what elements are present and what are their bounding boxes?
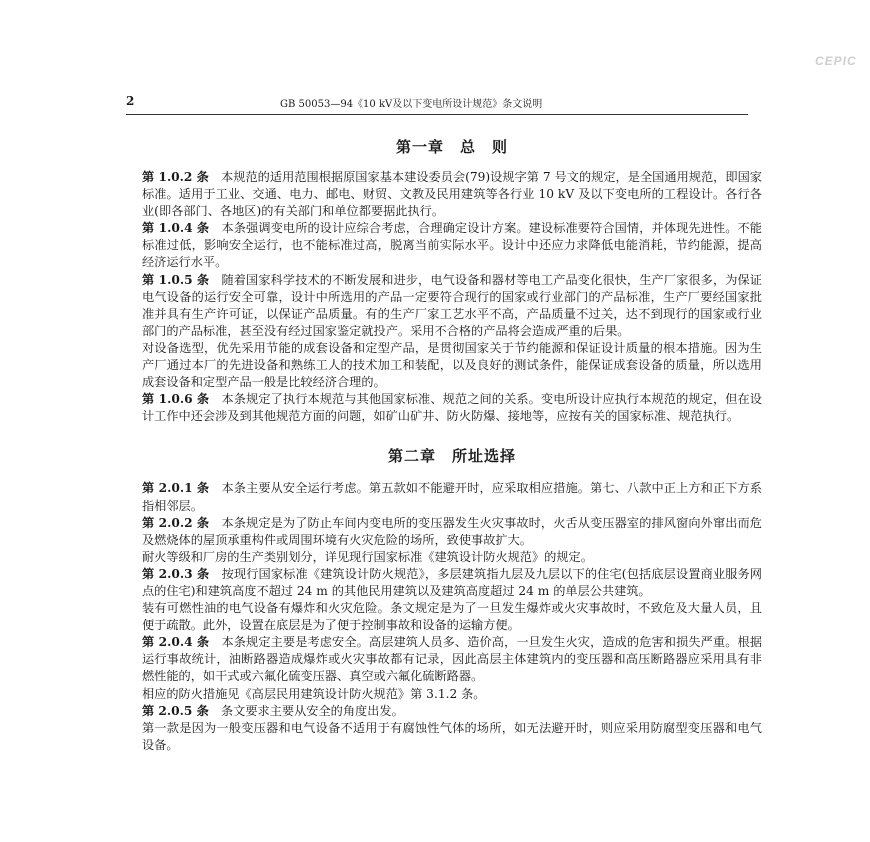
continuation-paragraph bbox=[142, 686, 762, 703]
continuation-paragraph bbox=[142, 720, 762, 754]
article-paragraph bbox=[142, 272, 762, 340]
article-number: 第 1.0.2 条 bbox=[142, 170, 209, 184]
paragraph-text: 对设备选型，优先采用节能的成套设备和定型产品，是贯彻国家关于节约能源和保证设计质量的根本措施。因为生产厂通过本厂的先进设备和熟练工人的技术加工和装配，以及良好的测试条件，能保证成套设备的质量，所以选用成套设备和定型产品一般是比较经济合理的。 bbox=[142, 340, 762, 390]
article-text: 按现行国家标准《建筑设计防火规范》，多层建筑指九层及九层以下的住宅(包括底层设置商业服务网点的住宅)和建筑高度不超过 24 m 的其他民用建筑以及建筑高度超过 24 m 的单层公共建筑。 bbox=[142, 566, 762, 598]
article-paragraph bbox=[142, 220, 762, 271]
article-paragraph bbox=[142, 634, 762, 685]
chapter-title: 第二章 所址选择 bbox=[387, 447, 516, 466]
article-text: 本条规定是为了防止车间内变电所的变压器发生火灾事故时，火舌从变压器室的排风窗向外窜出而危及燃烧体的屋顶承重构件或周围环境有火灾危险的场所，致使事故扩大。 bbox=[142, 515, 762, 547]
article-text: 条文要求主要从安全的角度出发。 bbox=[208, 703, 404, 718]
article-text: 本条强调变电所的设计应综合考虑，合理确定设计方案。建设标准要符合国情，并体现先进性。不能标准过低，影响安全运行，也不能标准过高，脱离当前实际水平。设计中还应力求降低电能消耗，节约能源，提高经济运行水平。 bbox=[142, 221, 762, 270]
paragraph-text: 耐火等级和厂房的生产类别划分，详见现行国家标准《建筑设计防火规范》的规定。 bbox=[142, 549, 593, 564]
article-text: 本条主要从安全运行考虑。第五款如不能避开时，应采取相应措施。第七、八款中正上方和正下方系指相邻层。 bbox=[142, 481, 762, 513]
chapter-title: 第一章 总 则 bbox=[395, 138, 508, 156]
running-header: GB 50053—94《10 kV及以下变电所设计规范》条文说明 bbox=[280, 99, 543, 110]
article-text: 本条规定主要是考虑安全。高层建筑人员多、造价高，一旦发生火灾，造成的危害和损失严重。根据运行事故统计，油断路器造成爆炸或火灾事故都有记录，因此高层主体建筑内的变压器和高压断路器应采用具有非燃性能的，如干式或六氟化硫变压器、真空或六氟化硫断路器。 bbox=[142, 635, 762, 684]
article-number: 第 1.0.4 条 bbox=[142, 221, 210, 236]
continuation-paragraph bbox=[142, 340, 762, 391]
header-rule bbox=[126, 114, 748, 115]
page-number: 2 bbox=[126, 94, 135, 108]
article-number: 第 2.0.5 条 bbox=[142, 703, 209, 718]
article-number: 第 2.0.4 条 bbox=[142, 635, 210, 650]
article-paragraph bbox=[142, 391, 762, 425]
article-paragraph bbox=[142, 480, 762, 514]
article-paragraph bbox=[142, 515, 762, 549]
article-text: 本条规定了执行本规范与其他国家标准、规范之间的关系。变电所设计应执行本规范的规定，但在设计工作中还会涉及到其他规范方面的问题，如矿山矿井、防火防爆、接地等，应按有关的国家标准、规范执行。 bbox=[142, 392, 762, 424]
paragraph-text: 第一款是因为一般变压器和电气设备不适用于有腐蚀性气体的场所，如无法避开时，则应采用防腐型变压器和电气设备。 bbox=[142, 720, 762, 752]
article-number: 第 2.0.2 条 bbox=[142, 515, 210, 530]
article-number: 第 2.0.3 条 bbox=[142, 566, 210, 581]
paragraph-text: 相应的防火措施见《高层民用建筑设计防火规范》第 3.1.2 条。 bbox=[142, 686, 486, 701]
paragraph-text: 装有可燃性油的电气设备有爆炸和火灾危险。条文规定是为了一旦发生爆炸或火灾事故时，不致危及大量人员，且便于疏散。此外，设置在底层是为了便于控制事故和设备的运输方便。 bbox=[142, 601, 762, 633]
article-paragraph bbox=[142, 566, 762, 600]
article-number: 第 1.0.6 条 bbox=[142, 392, 210, 407]
article-paragraph bbox=[142, 703, 762, 720]
article-paragraph bbox=[142, 169, 762, 220]
article-text: 随着国家科学技术的不断发展和进步，电气设备和器材等电工产品变化很快，生产厂家很多，为保证电气设备的运行安全可靠，设计中所选用的产品一定要符合现行的国家或行业部门的产品标准，生产厂要经国家批准并具有生产许可证，以保证产品质量。有的生产厂家工艺水平不高，产品质量不过关，达不到现行的国家或行业部门的产品标准，甚至没有经过国家鉴定就投产。采用不合格的产品将会造成严重的后果。 bbox=[142, 272, 762, 338]
continuation-paragraph bbox=[142, 600, 762, 634]
article-text: 本规范的适用范围根据原国家基本建设委员会(79)设规字第 7 号文的规定，是全国通用规范，即国家标准。适用于工业、交通、电力、邮电、财贸、文教及民用建筑等各行业 10 kV 及以下变电所的工程设计。各行各业(即各部门、各地区)的有关部门和单位都要据此执行。 bbox=[142, 170, 762, 219]
page-body bbox=[142, 128, 762, 754]
continuation-paragraph bbox=[142, 549, 762, 566]
article-number: 第 1.0.5 条 bbox=[142, 272, 210, 287]
article-number: 第 2.0.1 条 bbox=[142, 481, 210, 496]
publisher-logo: CEPIC bbox=[815, 54, 857, 68]
